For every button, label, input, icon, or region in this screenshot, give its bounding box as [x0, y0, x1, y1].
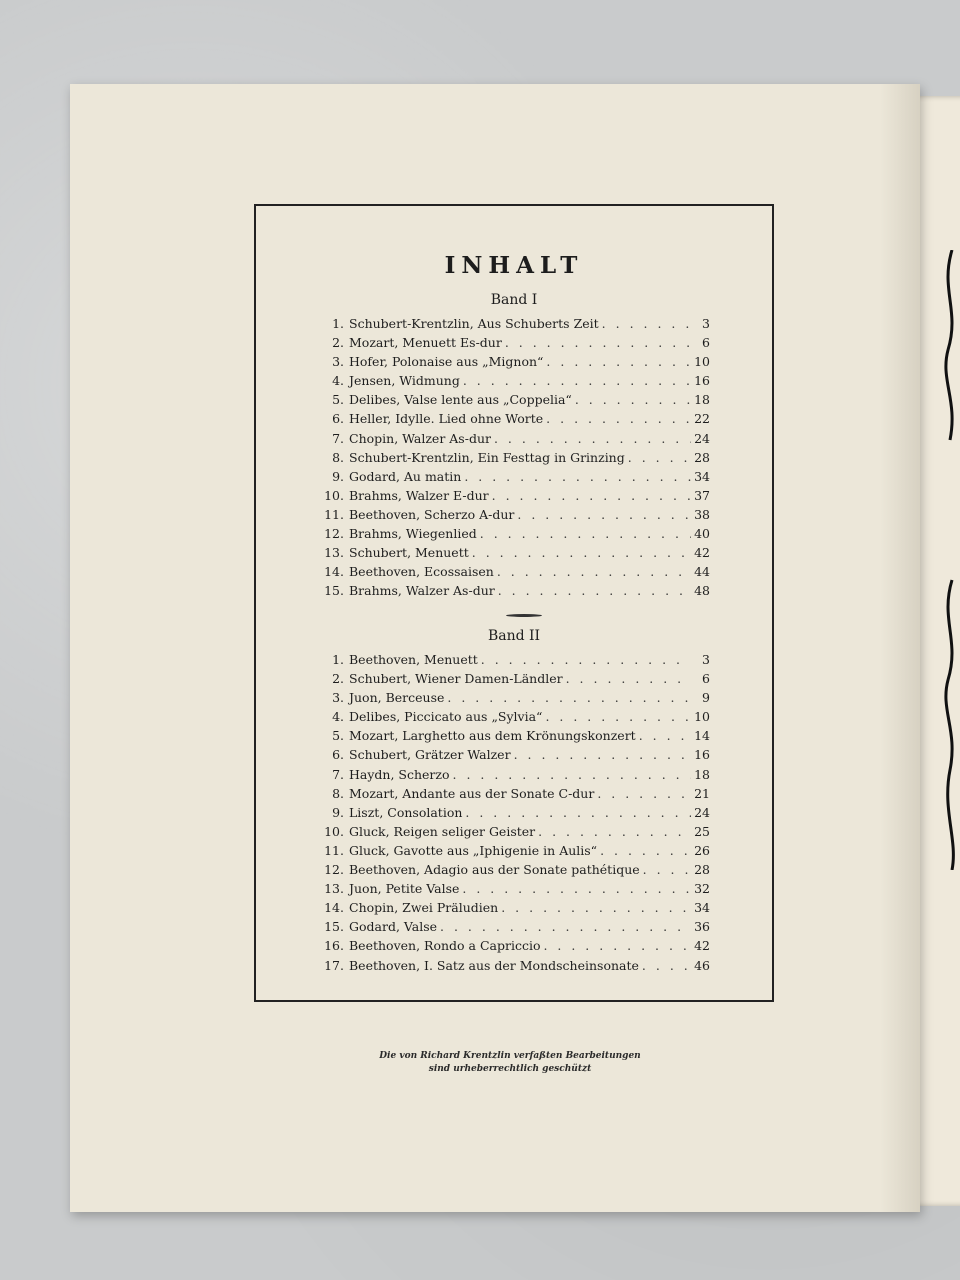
entry-number: 6. — [332, 747, 344, 763]
entry-title: Chopin, Walzer As-dur — [349, 430, 491, 446]
toc-entry — [316, 671, 710, 690]
footnote-line-2: sind urheberrechtlich geschützt — [428, 1064, 592, 1074]
entry-number: 9. — [332, 468, 344, 484]
entry-number: 4. — [332, 373, 344, 389]
toc-entry — [316, 824, 710, 843]
entry-page-number: 48 — [694, 583, 710, 599]
entry-title: Schubert, Menuett — [349, 545, 469, 561]
entry-number: 8. — [332, 449, 344, 465]
toc-entry — [316, 316, 710, 335]
toc-title: INHALT — [444, 252, 584, 279]
entry-title: Mozart, Larghetto aus dem Krönungskonzert — [349, 728, 636, 744]
dot-leader — [600, 843, 691, 858]
dot-leader — [440, 919, 691, 934]
dot-leader — [501, 900, 691, 915]
entry-page-number: 46 — [694, 957, 710, 973]
toc-entry — [316, 786, 710, 805]
entry-page-number: 10 — [694, 709, 710, 725]
entry-number: 1. — [332, 652, 344, 667]
dot-leader — [462, 881, 691, 896]
entry-page-number: 42 — [694, 938, 710, 954]
dot-leader — [639, 728, 691, 743]
toc-entry — [316, 958, 710, 977]
toc-entry — [316, 805, 710, 824]
entry-title: Chopin, Zwei Präludien — [349, 900, 499, 916]
entry-title: Gluck, Reigen seliger Geister — [349, 823, 536, 839]
toc-entry — [316, 767, 710, 786]
entry-number: 2. — [332, 335, 344, 351]
entry-page-number: 21 — [694, 785, 710, 801]
toc-entry — [316, 690, 710, 709]
entry-page-number: 44 — [694, 564, 710, 580]
toc-entry — [316, 450, 710, 469]
entry-number: 10. — [324, 487, 344, 503]
dot-leader — [602, 316, 691, 331]
entry-number: 6. — [332, 411, 344, 427]
entry-page-number: 26 — [694, 842, 710, 858]
dot-leader — [505, 335, 691, 350]
toc-entry — [316, 507, 710, 526]
dot-leader — [480, 526, 691, 541]
toc-entry — [316, 354, 710, 373]
dot-leader — [453, 767, 691, 782]
toc-entry — [316, 652, 710, 671]
dot-leader — [497, 564, 691, 579]
dot-leader — [545, 709, 691, 724]
entry-page-number: 24 — [694, 430, 710, 446]
dot-leader — [575, 392, 691, 407]
entry-page-number: 38 — [694, 506, 710, 522]
toc-entry — [316, 526, 710, 545]
dot-leader — [538, 824, 691, 839]
dot-leader — [566, 671, 691, 686]
toc-entry — [316, 583, 710, 602]
entry-page-number: 10 — [694, 354, 710, 370]
entry-page-number: 37 — [694, 487, 710, 503]
entry-number: 12. — [324, 526, 344, 542]
entry-title: Beethoven, I. Satz aus der Mondscheinsonate — [349, 957, 639, 973]
entry-title: Beethoven, Scherzo A-dur — [349, 506, 515, 522]
dot-leader — [543, 938, 691, 953]
band-1-heading: Band I — [490, 292, 538, 308]
toc-entry — [316, 545, 710, 564]
dot-leader — [546, 411, 691, 426]
entry-title: Brahms, Walzer As-dur — [349, 583, 495, 599]
toc-entry — [316, 373, 710, 392]
toc-entry — [316, 919, 710, 938]
entry-number: 7. — [332, 430, 344, 446]
toc-entry — [316, 900, 710, 919]
entry-page-number: 32 — [694, 881, 710, 897]
entry-number: 9. — [332, 804, 344, 820]
entry-title: Jensen, Widmung — [349, 373, 460, 389]
toc-entry — [316, 862, 710, 881]
entry-page-number: 36 — [694, 919, 710, 935]
dot-leader — [643, 862, 691, 877]
entry-title: Delibes, Valse lente aus „Coppelia“ — [349, 392, 572, 408]
entry-number: 16. — [324, 938, 344, 954]
band-2-entry-list — [316, 652, 710, 977]
entry-title: Haydn, Scherzo — [349, 766, 450, 782]
band-2-heading: Band II — [487, 628, 541, 644]
dot-leader — [472, 545, 691, 560]
toc-entry — [316, 709, 710, 728]
band-1-entry-list — [316, 316, 710, 602]
entry-title: Juon, Petite Valse — [349, 881, 460, 897]
entry-title: Godard, Au matin — [349, 468, 462, 484]
entry-number: 15. — [324, 919, 344, 935]
entry-page-number: 42 — [694, 545, 710, 561]
entry-title: Schubert-Krentzlin, Aus Schuberts Zeit — [349, 316, 599, 331]
toc-entry — [316, 431, 710, 450]
entry-title: Beethoven, Menuett — [349, 652, 478, 667]
entry-title: Brahms, Walzer E-dur — [349, 487, 489, 503]
dot-leader — [494, 431, 691, 446]
toc-entry — [316, 843, 710, 862]
entry-number: 3. — [332, 690, 344, 706]
entry-page-number: 25 — [694, 823, 710, 839]
entry-title: Schubert-Krentzlin, Ein Festtag in Grinzing — [349, 449, 625, 465]
dot-leader — [498, 583, 691, 598]
entry-number: 7. — [332, 766, 344, 782]
entry-number: 14. — [324, 900, 344, 916]
toc-entry — [316, 411, 710, 430]
table-of-contents-frame — [254, 204, 774, 1002]
entry-number: 11. — [324, 506, 344, 522]
entry-title: Brahms, Wiegenlied — [349, 526, 477, 542]
entry-title: Mozart, Menuett Es-dur — [349, 335, 502, 351]
entry-title: Mozart, Andante aus der Sonate C-dur — [349, 785, 595, 801]
entry-number: 3. — [332, 354, 344, 370]
entry-page-number: 14 — [694, 728, 710, 744]
toc-entry — [316, 392, 710, 411]
entry-number: 5. — [332, 392, 344, 408]
entry-page-number: 16 — [694, 747, 710, 763]
dot-leader — [464, 469, 691, 484]
dot-leader — [642, 958, 691, 973]
dot-leader — [463, 373, 691, 388]
entry-page-number: 28 — [694, 449, 710, 465]
toc-entry — [316, 881, 710, 900]
entry-page-number: 6 — [702, 671, 710, 687]
dot-leader — [628, 450, 691, 465]
entry-page-number: 16 — [694, 373, 710, 389]
entry-page-number: 22 — [694, 411, 710, 427]
entry-title: Hofer, Polonaise aus „Mignon“ — [349, 354, 544, 370]
dot-leader — [447, 690, 691, 705]
toc-entry — [316, 747, 710, 766]
entry-number: 2. — [332, 671, 344, 687]
entry-number: 13. — [324, 545, 344, 561]
entry-page-number: 9 — [702, 690, 710, 706]
entry-title: Juon, Berceuse — [349, 690, 445, 706]
toc-entry — [316, 728, 710, 747]
entry-page-number: 40 — [694, 526, 710, 542]
toc-entry — [316, 488, 710, 507]
dot-leader — [481, 652, 691, 667]
entry-number: 1. — [332, 316, 344, 331]
dot-leader — [597, 786, 691, 801]
entry-number: 17. — [324, 957, 344, 973]
entry-title: Liszt, Consolation — [349, 804, 463, 820]
entry-title: Godard, Valse — [349, 919, 438, 935]
entry-title: Beethoven, Rondo a Capriccio — [349, 938, 541, 954]
entry-page-number: 18 — [694, 766, 710, 782]
entry-page-number: 34 — [694, 900, 710, 916]
entry-number: 8. — [332, 785, 344, 801]
entry-number: 5. — [332, 728, 344, 744]
section-divider — [506, 614, 542, 617]
entry-number: 14. — [324, 564, 344, 580]
ornament-border-decoration — [938, 250, 960, 870]
copyright-footnote — [300, 1050, 720, 1076]
entry-title: Beethoven, Adagio aus der Sonate pathétique — [349, 862, 640, 878]
dot-leader — [517, 507, 691, 522]
toc-entry — [316, 335, 710, 354]
entry-title: Heller, Idylle. Lied ohne Worte — [349, 411, 544, 427]
entry-page-number: 3 — [702, 652, 710, 667]
entry-page-number: 18 — [694, 392, 710, 408]
entry-number: 10. — [324, 823, 344, 839]
entry-page-number: 3 — [702, 316, 710, 331]
entry-number: 11. — [324, 842, 344, 858]
entry-title: Delibes, Piccicato aus „Sylvia“ — [349, 709, 543, 725]
entry-number: 4. — [332, 709, 344, 725]
entry-title: Gluck, Gavotte aus „Iphigenie in Aulis“ — [349, 842, 598, 858]
entry-number: 12. — [324, 862, 344, 878]
toc-entry — [316, 469, 710, 488]
dot-leader — [492, 488, 691, 503]
entry-title: Schubert, Grätzer Walzer — [349, 747, 511, 763]
entry-page-number: 28 — [694, 862, 710, 878]
entry-title: Beethoven, Ecossaisen — [349, 564, 494, 580]
entry-number: 15. — [324, 583, 344, 599]
dot-leader — [514, 747, 691, 762]
toc-entry — [316, 938, 710, 957]
footnote-line-1: Die von Richard Krentzlin verfaßten Bearbeitungen — [379, 1051, 641, 1061]
toc-entry — [316, 564, 710, 583]
entry-number: 13. — [324, 881, 344, 897]
entry-page-number: 24 — [694, 804, 710, 820]
page-gutter-shadow — [880, 84, 920, 1212]
entry-title: Schubert, Wiener Damen-Ländler — [349, 671, 563, 687]
entry-page-number: 34 — [694, 468, 710, 484]
entry-page-number: 6 — [702, 335, 710, 351]
dot-leader — [465, 805, 691, 820]
dot-leader — [546, 354, 691, 369]
